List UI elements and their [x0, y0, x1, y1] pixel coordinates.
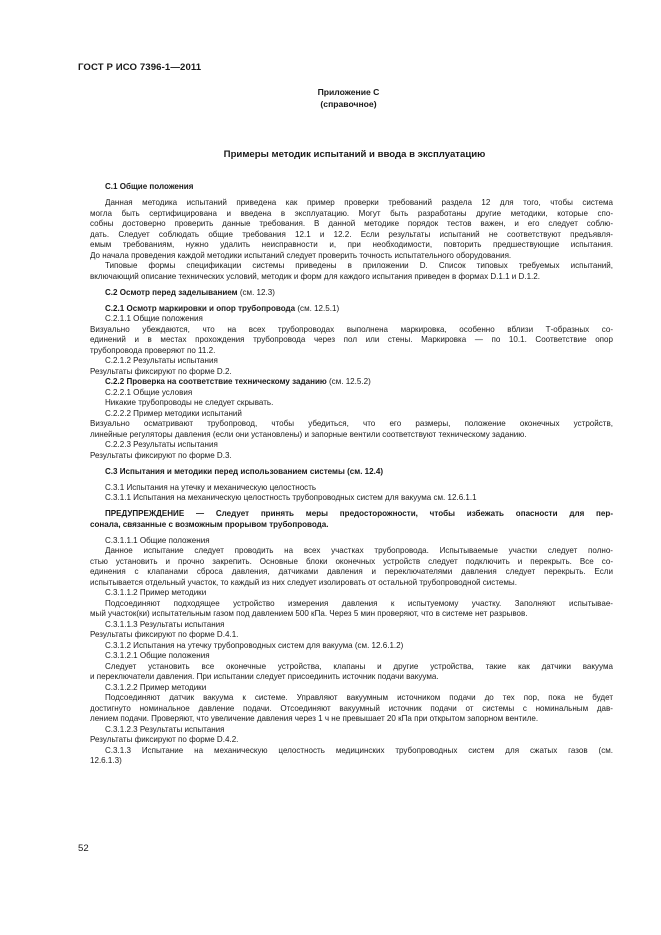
c31-heading: С.3.1 Испытания на утечку и механическую целостность	[105, 482, 317, 492]
annex-title: Приложение С	[317, 87, 380, 97]
c3111-line: стью установить и прочно закрепить. Основные блоки оконечных устройств следует подключить и перекрыть. Все со-	[90, 556, 613, 566]
c3121-line: и переключатели давления. При испытании следует присоединить источник подачи вакуума.	[90, 672, 439, 681]
c223-text: Результаты фиксируют по форме D.3.	[90, 450, 232, 460]
section-c21-heading	[90, 304, 613, 315]
c3121-heading: С.3.1.2.1 Общие положения	[105, 651, 210, 660]
c222-line: линейные регуляторы давления (если они установлены) и запорные вентили соответствуют техническому заданию.	[90, 429, 527, 439]
c1-p1-line: Данная методика испытаний приведена как пример проверки требований раздела 12 для того, чтобы система	[105, 198, 613, 207]
c211-line: единений и в местах прохождения трубопровода через пол или стены. Маркировка — по 10.1. Соответствие опор	[90, 335, 613, 344]
c3112-line: Подсоединяют подходящее устройство измерения давления к испытуемому участку. Заполняют испытывае-	[105, 598, 613, 608]
warning-line: ПРЕДУПРЕЖДЕНИЕ — Следует принять меры предосторожности, чтобы избежать опасности для пер-	[105, 509, 613, 518]
c212-heading: С.2.1.2 Результаты испытания	[105, 356, 218, 365]
c211-heading: С.2.1.1 Общие положения	[105, 314, 203, 323]
c22-heading-bold: С.2.2 Проверка на соответствие техническому заданию	[105, 377, 327, 386]
c22-heading-ref: (см. 12.5.2)	[326, 377, 371, 386]
c221-heading: С.2.2.1 Общие условия	[105, 387, 193, 397]
c3122-line: Подсоединяют датчик вакуума к системе. Управляют вакуумным источником подачи до тех пор, пока не будет	[105, 693, 613, 702]
c313-line: 12.6.1.3)	[90, 756, 122, 765]
section-c3-heading: С.3 Испытания и методики перед использованием системы (см. 12.4)	[105, 466, 384, 476]
c3111-line: единения с клапанами сброса давления, датчиками давления и переключателями давления следует перекрыть. Если	[90, 567, 613, 576]
c2-heading-ref: (см. 12.3)	[237, 287, 275, 297]
c222-line: Визуально осматривают трубопровод, чтобы убедиться, что его размеры, положение оконечных устройств,	[90, 419, 613, 428]
c21-heading-bold: С.2.1 Осмотр маркировки и опор трубопровода	[105, 303, 296, 313]
section-c1-heading: С.1 Общие положения	[105, 182, 194, 191]
c1-p1-line: собны достоверно проверить данные требования. В данной методике порядок тестов важен, и его следует соблю-	[90, 219, 613, 228]
c1-p2-line: включающий описание технических условий, методик и форм для каждого испытания приведен в формах D.1.1 и D.1.2.	[90, 271, 541, 281]
c311-heading: С.3.1.1 Испытания на механическую целостность трубопроводных систем для вакуума см. 12.6.1.1	[105, 493, 477, 502]
c3123-heading: С.3.1.2.3 Результаты испытания	[105, 724, 225, 734]
c3122-line: лением подачи. Проверяют, что увеличение давления через 1 ч не превышает 20 кПа при открытом запорном вентиле.	[90, 714, 539, 723]
c1-p1-line: До начала проведения каждой методики испытаний следует проверить точность испытательного оборудования.	[90, 250, 512, 260]
c211-line: Визуально убеждаются, что на всех трубопроводах выполнена маркировка, особенно вблизи Т-образных со-	[90, 324, 613, 334]
warning-line: сонала, связанные с возможным прорывом трубопровода.	[90, 519, 329, 529]
c222-heading: С.2.2.2 Пример методики испытаний	[105, 408, 242, 418]
c1-p1-line: могла быть сертифицирована и введена в эксплуатацию. Могут быть разработаны другие методики, которые спо-	[90, 208, 613, 218]
c312-heading: С.3.1.2 Испытания на утечку трубопроводных систем для вакуума (см. 12.6.1.2)	[105, 640, 404, 650]
c3111-heading: С.3.1.1.1 Общие положения	[105, 535, 210, 545]
c212-text: Результаты фиксируют по форме D.2.	[90, 366, 232, 376]
c21-heading-ref: (см. 12.5.1)	[295, 303, 340, 313]
c3113-text: Результаты фиксируют по форме D.4.1.	[90, 630, 239, 639]
main-title: Примеры методик испытаний и ввода в эксплуатацию	[223, 149, 486, 160]
section-c2-heading	[90, 288, 613, 299]
c1-p2-line: Типовые формы спецификации системы приведены в приложении D. Список типовых требуемых испытаний,	[105, 261, 613, 270]
c3112-line: мый участок(ки) испытательным газом под давлением 500 кПа. Через 5 мин проверяют, что в системе нет разрывов.	[90, 609, 528, 618]
c313-line: С.3.1.3 Испытание на механическую целостность медицинских трубопроводных систем для сжатых газов (см.	[105, 745, 613, 755]
c223-heading: С.2.2.3 Результаты испытания	[105, 440, 218, 449]
annex-subtitle: (справочное)	[320, 99, 377, 109]
c3123-text: Результаты фиксируют по форме D.4.2.	[90, 735, 239, 744]
c3122-line: достигнуто номинальное давление подачи. Отсоединяют вакуумный источник подачи от системы с номинальным дав-	[90, 703, 613, 713]
c1-p1-line: емым требованиям, нужно удалить неисправности и, при необходимости, повторить предшествующие испытания.	[90, 240, 613, 249]
c221-text: Никакие трубопроводы не следует скрывать.	[105, 398, 274, 407]
section-c22-heading	[90, 377, 613, 388]
standard-header: ГОСТ Р ИСО 7396-1—2011	[78, 62, 202, 73]
c3122-heading: С.3.1.2.2 Пример методики	[105, 682, 207, 692]
c2-heading-bold: С.2 Осмотр перед заделыванием	[105, 287, 238, 297]
c3111-line: испытывается отдельный участок, то каждый из них следует изолировать от остальной трубопроводной системы.	[90, 577, 517, 587]
c3112-heading: С.3.1.1.2 Пример методики	[105, 588, 207, 597]
document-body	[90, 182, 613, 767]
c3113-heading: С.3.1.1.3 Результаты испытания	[105, 619, 225, 629]
c1-p1-line: дать. Следует соблюдать общие требования 12.1 и 12.2. Если результаты испытаний не соответствуют предъявля-	[90, 229, 613, 239]
c3111-line: Данное испытание следует проводить на всех участках трубопровода. Испытываемые участки следует полно-	[105, 546, 613, 555]
c3121-line: Следует установить все оконечные устройства, клапаны и другие устройства, такие как датчики вакуума	[105, 661, 613, 671]
page-number: 52	[78, 843, 89, 854]
c211-line: трубопровода проверяют по 11.2.	[90, 345, 216, 355]
